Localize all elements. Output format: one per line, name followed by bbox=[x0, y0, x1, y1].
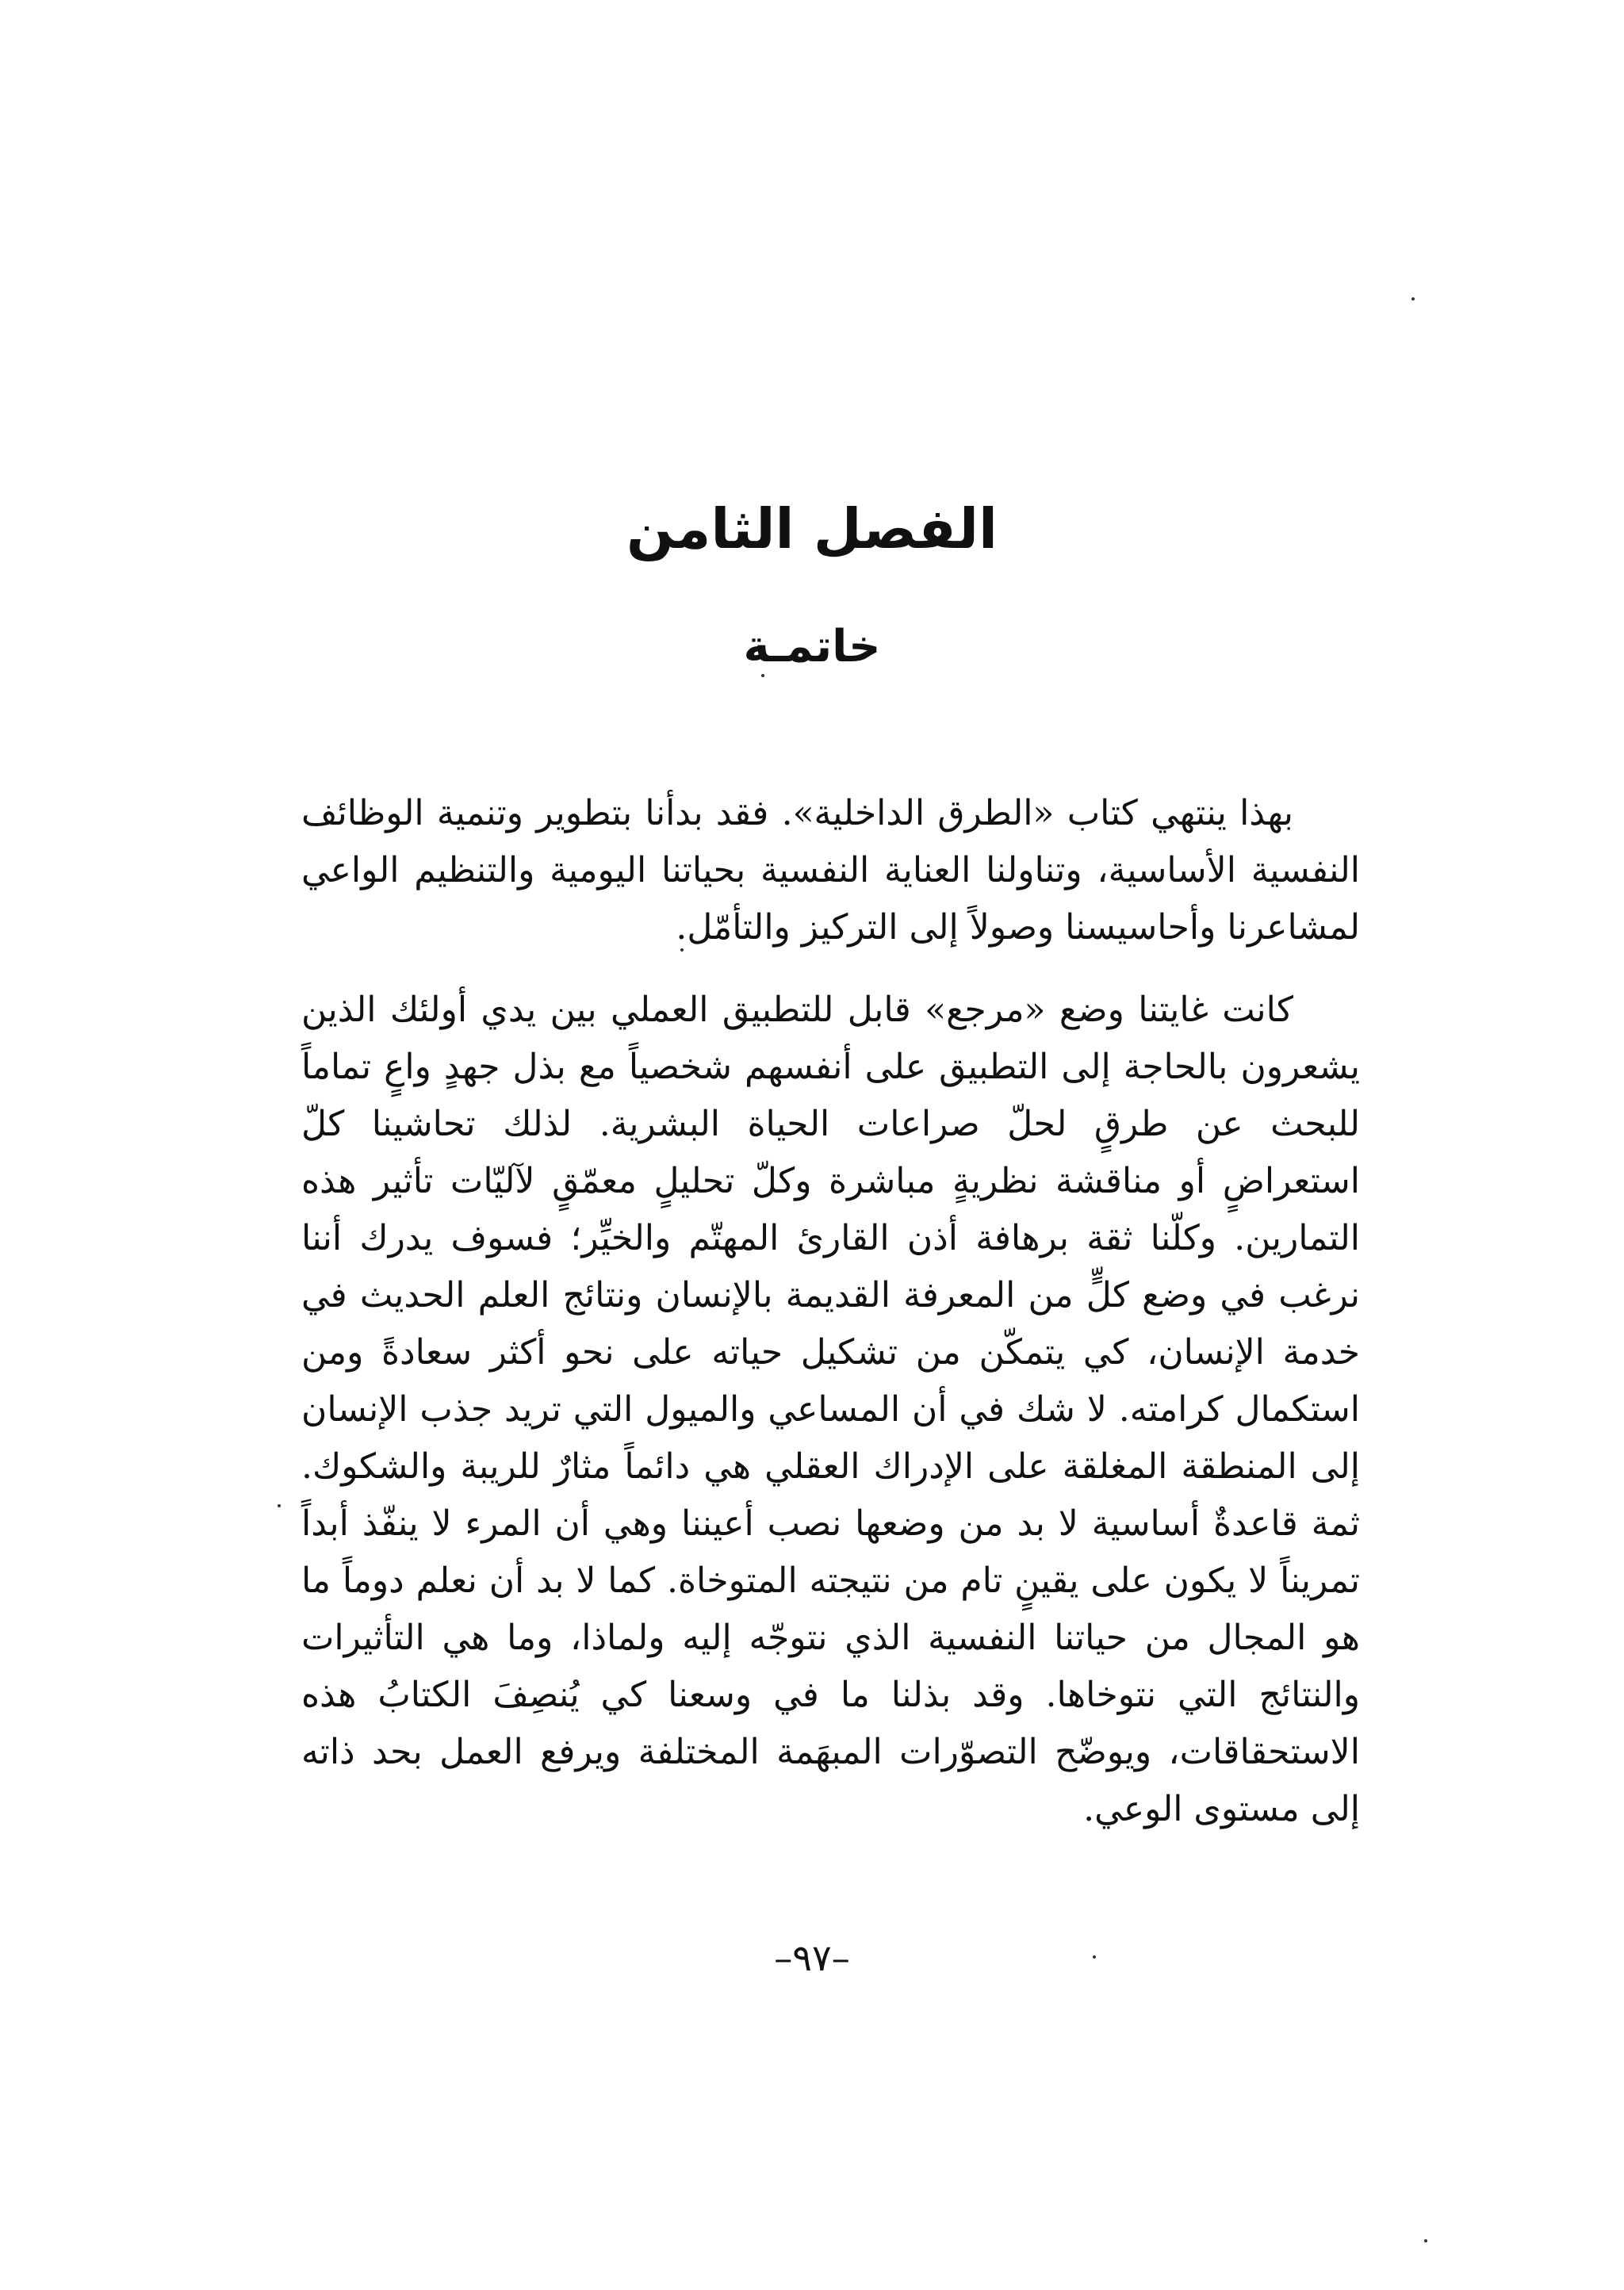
scan-speck bbox=[278, 1504, 281, 1507]
scan-speck bbox=[1411, 297, 1415, 301]
paragraph: بهذا ينتهي كتاب «الطرق الداخلية». فقد بدأنا بتطوير وتنمية الوظائف النفسية الأساسية، وتناولنا العناية النفسية بحياتنا اليومية والتنظيم الواعي لمشاعرنا وأحاسيسنا وصولاً إلى التركيز والتأمّل. bbox=[301, 793, 1360, 948]
chapter-title: الفصل الثامن bbox=[626, 496, 998, 561]
scan-speck bbox=[761, 674, 764, 677]
section-title: خاتمـة bbox=[743, 621, 881, 672]
paragraph: كانت غايتنا وضع «مرجع» قابل للتطبيق العملي بين يدي أولئك الذين يشعرون بالحاجة إلى التطبيق على أنفسهم شخصياً مع بذل جهدٍ واعٍ تماماً للبحث عن طرقٍ لحلّ صراعات الحياة البشرية. لذلك تحاشينا كلّ استعراضٍ أو مناقشة نظريةٍ مباشرة وكلّ تحليلٍ معمّقٍ لآليّات تأثير هذه التمارين. وكلّنا ثقة برهافة أذن القارئ المهتّم والخيِّر؛ فسوف يدرك أننا نرغب في وضع كلٍّ من المعرفة القديمة بالإنسان ونتائج العلم الحديث في خدمة الإنسان، كي يتمكّن من تشكيل حياته على نحو أكثر سعادةً ومن استكمال كرامته. لا شك في أن المساعي والميول التي تريد جذب الإنسان إلى المنطقة المغلقة على الإدراك العقلي هي دائماً مثارٌ للريبة والشكوك. ثمة قاعدةٌ أساسية لا بد من وضعها نصب أعيننا وهي أن المرء لا ينفّذ أبداً تمريناً لا يكون على يقينٍ تام من نتيجته المتوخاة. كما لا بد أن نعلم دوماً ما هو المجال من حياتنا النفسية الذي نتوجّه إليه ولماذا، وما هي التأثيرات والنتائج التي نتوخاها. وقد بذلنا ما في وسعنا كي يُنصِفَ الكتابُ هذه الاستحقاقات، ويوضّح التصوّرات المبهَمة المختلفة ويرفع العمل بحد ذاته إلى مستوى الوعي. bbox=[301, 990, 1361, 1829]
scan-speck bbox=[1424, 2239, 1427, 2242]
body-text bbox=[301, 785, 1360, 1838]
scan-speck bbox=[680, 948, 684, 952]
page-number: –٩٧– bbox=[774, 1936, 850, 1979]
scan-speck bbox=[1093, 1955, 1096, 1959]
